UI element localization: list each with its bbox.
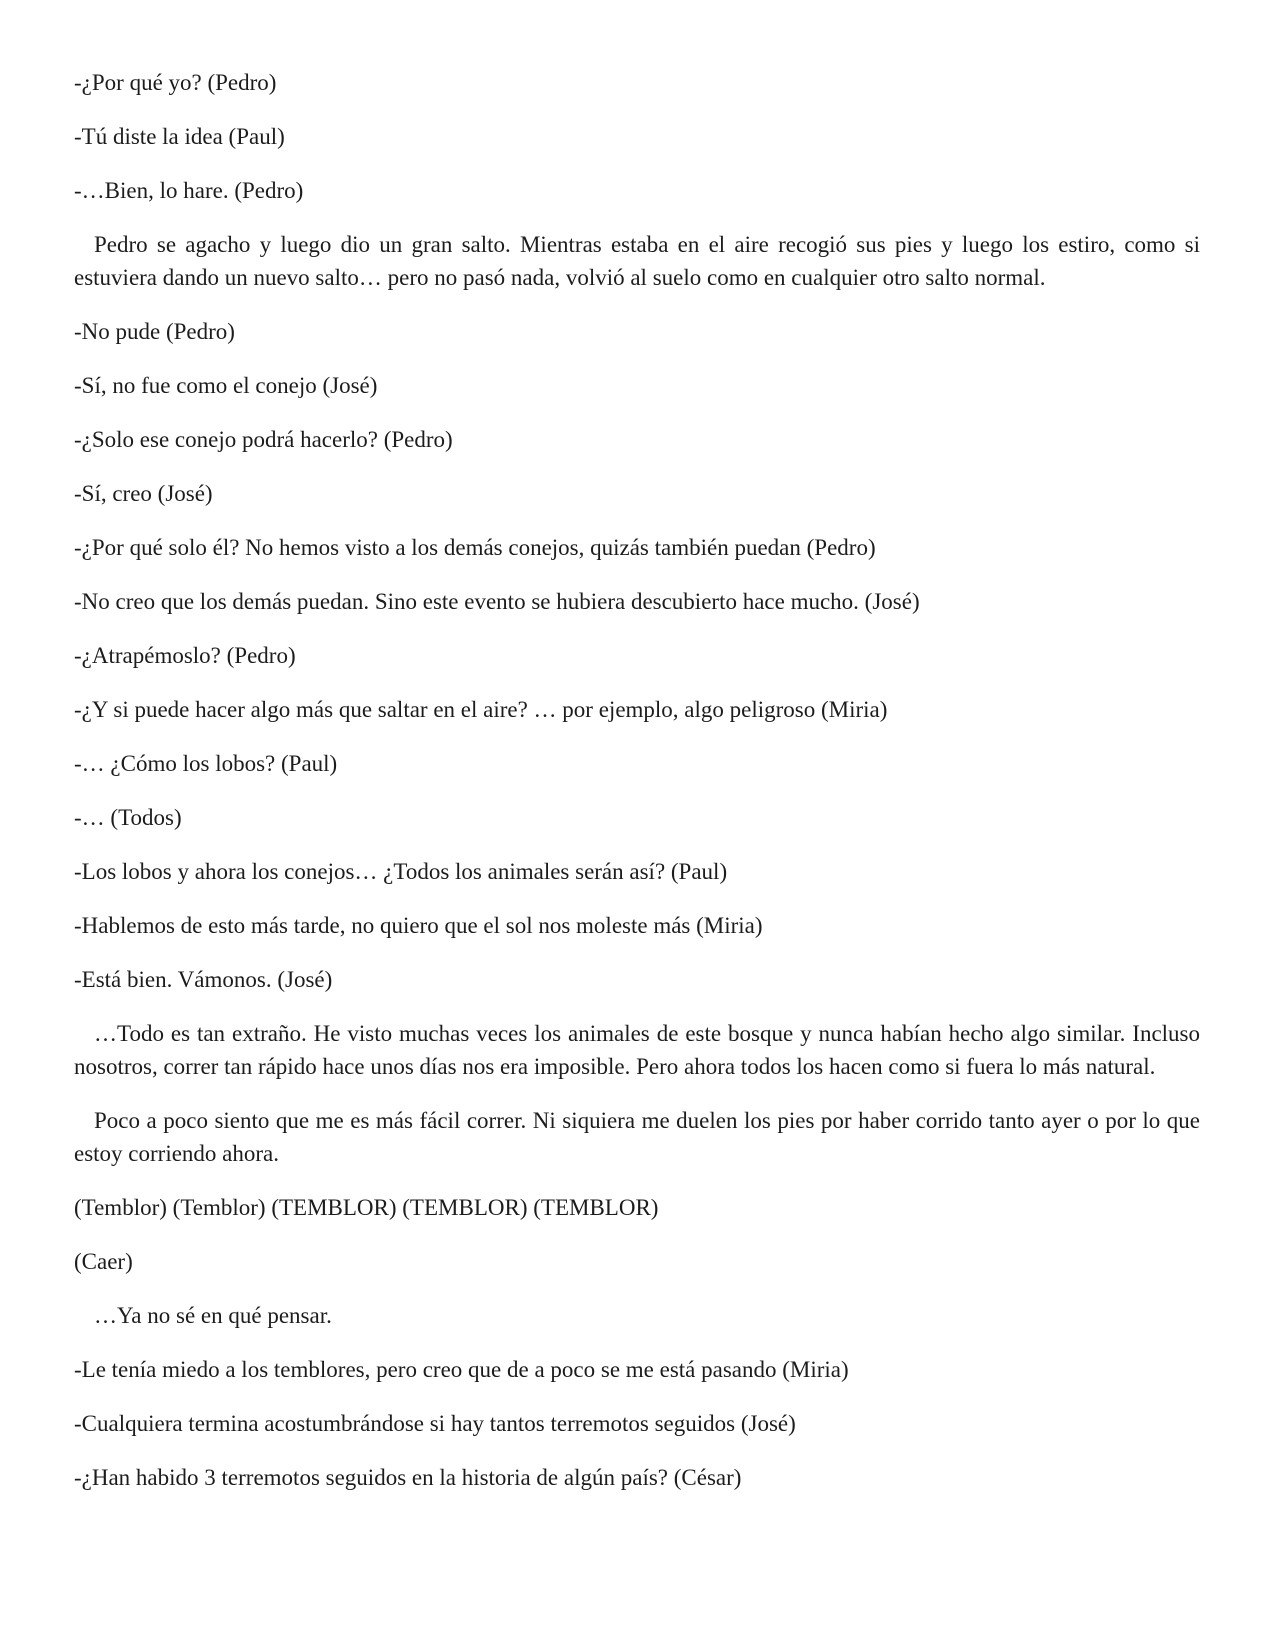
narration-paragraph: Poco a poco siento que me es más fácil correr. Ni siquiera me duelen los pies por haber corrido tanto ayer o por lo que estoy corriendo ahora. (74, 1108, 1200, 1166)
dialogue-line: -Tú diste la idea (Paul) (74, 124, 285, 149)
dialogue-line: -¿Por qué solo él? No hemos visto a los demás conejos, quizás también puedan (Pedro) (74, 535, 876, 560)
narration-paragraph: …Ya no sé en qué pensar. (94, 1303, 332, 1328)
dialogue-line: -…Bien, lo hare. (Pedro) (74, 178, 304, 203)
sound-effect-line: (Temblor) (Temblor) (TEMBLOR) (TEMBLOR) (TEMBLOR) (74, 1195, 659, 1220)
dialogue-line: -No pude (Pedro) (74, 319, 235, 344)
dialogue-line: -Sí, no fue como el conejo (José) (74, 373, 378, 398)
dialogue-line: -Le tenía miedo a los temblores, pero creo que de a poco se me está pasando (Miria) (74, 1357, 849, 1382)
dialogue-line: -Hablemos de esto más tarde, no quiero que el sol nos moleste más (Miria) (74, 913, 763, 938)
narration-paragraph: Pedro se agacho y luego dio un gran salto. Mientras estaba en el aire recogió sus pies y luego los estiro, como si estuviera dando un nuevo salto… pero no pasó nada, volvió al suelo como en cualquier otro salto normal. (74, 232, 1200, 290)
dialogue-line: -Sí, creo (José) (74, 481, 213, 506)
dialogue-line: -¿Atrapémoslo? (Pedro) (74, 643, 296, 668)
narration-paragraph: …Todo es tan extraño. He visto muchas veces los animales de este bosque y nunca habían hecho algo similar. Incluso nosotros, correr tan rápido hace unos días nos era imposible. Pero ahora todos los hacen como si fuera lo más natural. (74, 1021, 1200, 1079)
dialogue-line: -Cualquiera termina acostumbrándose si hay tantos terremotos seguidos (José) (74, 1411, 796, 1436)
dialogue-line: -¿Han habido 3 terremotos seguidos en la historia de algún país? (César) (74, 1465, 742, 1490)
dialogue-line: -¿Y si puede hacer algo más que saltar en el aire? … por ejemplo, algo peligroso (Miria) (74, 697, 888, 722)
dialogue-line: -¿Por qué yo? (Pedro) (74, 70, 277, 95)
dialogue-line: -No creo que los demás puedan. Sino este evento se hubiera descubierto hace mucho. (José) (74, 589, 920, 614)
document-page (74, 66, 1200, 1515)
dialogue-line: -Está bien. Vámonos. (José) (74, 967, 333, 992)
sound-effect-line: (Caer) (74, 1249, 133, 1274)
dialogue-line: -¿Solo ese conejo podrá hacerlo? (Pedro) (74, 427, 453, 452)
dialogue-line: -… ¿Cómo los lobos? (Paul) (74, 751, 338, 776)
dialogue-line: -… (Todos) (74, 805, 182, 830)
dialogue-line: -Los lobos y ahora los conejos… ¿Todos los animales serán así? (Paul) (74, 859, 728, 884)
